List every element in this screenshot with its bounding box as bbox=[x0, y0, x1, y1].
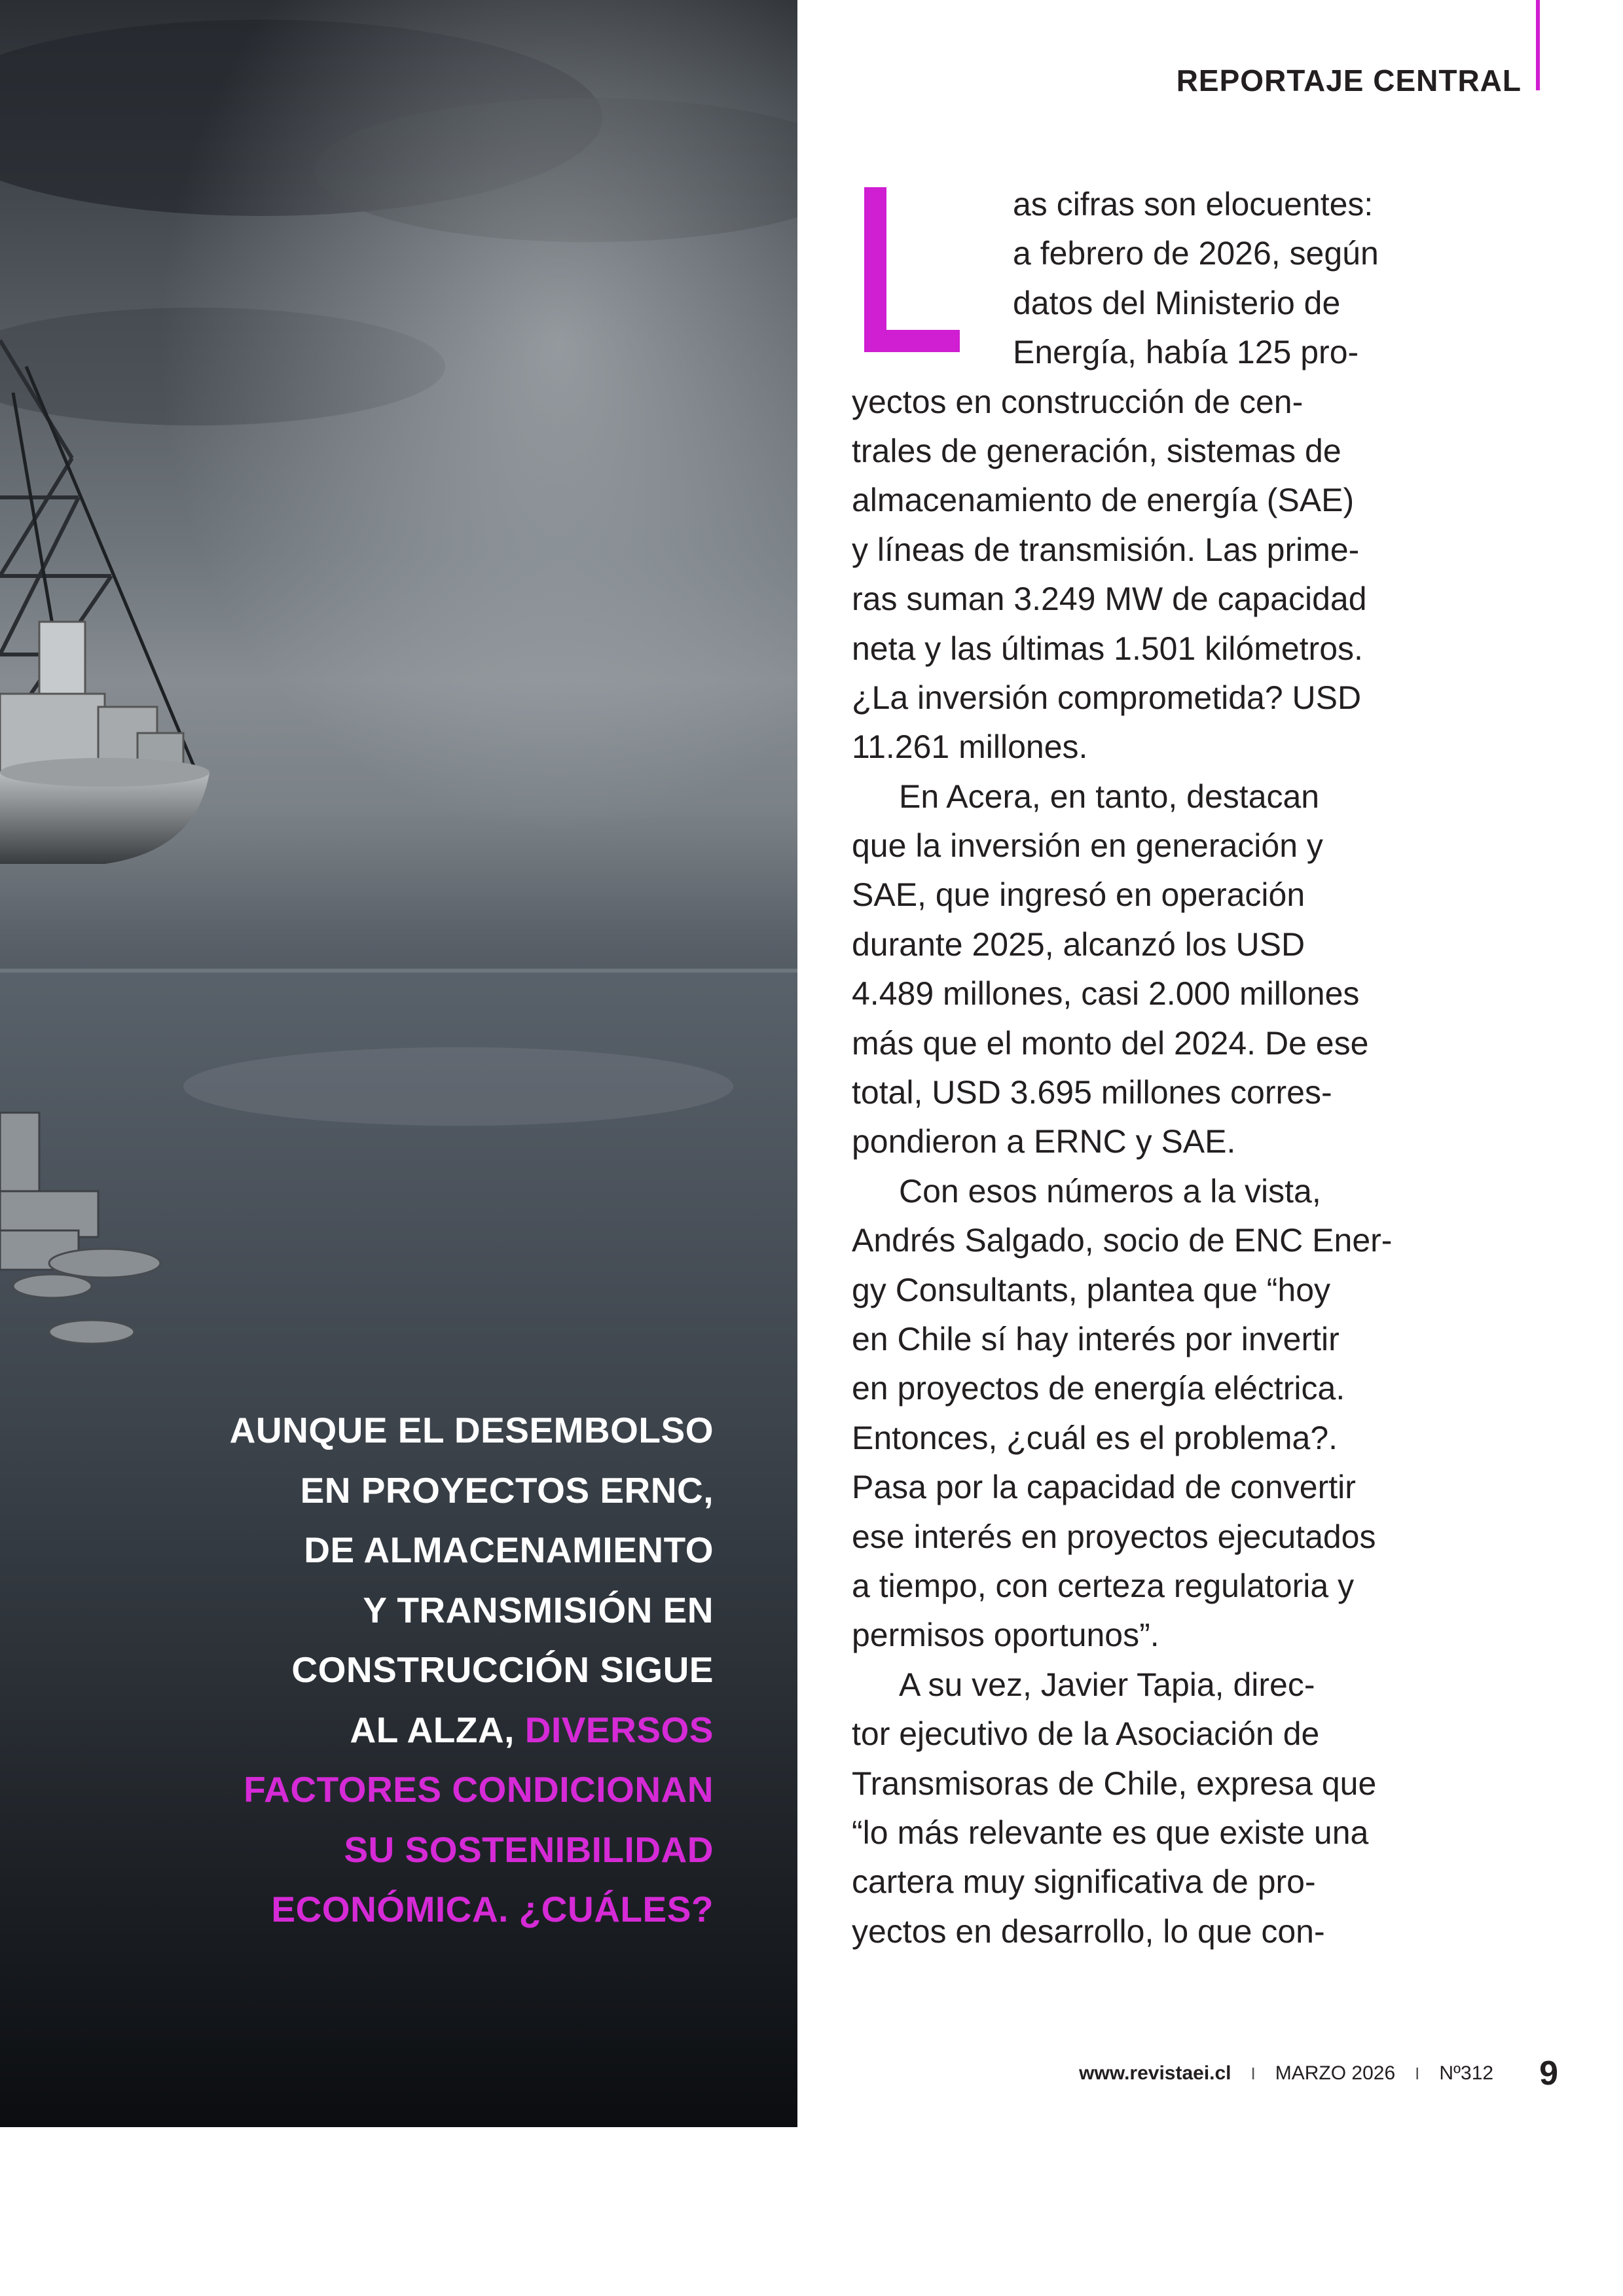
body-line: SAE, que ingresó en operación bbox=[852, 876, 1305, 914]
body-line: datos del Ministerio de bbox=[1013, 284, 1341, 321]
body-line: que la inversión en generación y bbox=[852, 827, 1323, 865]
article-body bbox=[852, 180, 1461, 1956]
body-line: yectos en construcción de cen- bbox=[852, 383, 1304, 420]
body-line: y líneas de transmisión. Las prime- bbox=[852, 531, 1360, 568]
footer-issue-date: MARZO 2026 bbox=[1275, 2062, 1396, 2084]
body-line: as cifras son elocuentes: bbox=[1013, 186, 1374, 223]
pull-quote-line bbox=[124, 1880, 714, 1940]
body-line: permisos oportunos”. bbox=[852, 1617, 1159, 1654]
page-footer bbox=[1034, 2054, 1558, 2093]
pull-quote-text: EN PROYECTOS ERNC, bbox=[300, 1469, 714, 1511]
pull-quote-line bbox=[124, 1700, 714, 1761]
body-line: En Acera, en tanto, destacan bbox=[899, 778, 1320, 815]
body-line: yectos en desarrollo, lo que con- bbox=[852, 1912, 1325, 1950]
pull-quote-line bbox=[124, 1581, 714, 1641]
body-line: almacenamiento de energía (SAE) bbox=[852, 482, 1355, 519]
body-line: a febrero de 2026, según bbox=[1013, 235, 1379, 272]
body-line: 4.489 millones, casi 2.000 millones bbox=[852, 975, 1360, 1013]
body-line: A su vez, Javier Tapia, direc- bbox=[899, 1666, 1315, 1703]
pull-quote-line bbox=[124, 1760, 714, 1820]
body-line: ese interés en proyectos ejecutados bbox=[852, 1518, 1376, 1555]
footer-issue-number: Nº312 bbox=[1439, 2062, 1494, 2084]
body-line: trales de generación, sistemas de bbox=[852, 432, 1341, 469]
pull-quote-highlight: DIVERSOS bbox=[524, 1709, 714, 1750]
body-line: pondieron a ERNC y SAE. bbox=[852, 1123, 1236, 1160]
body-line: neta y las últimas 1.501 kilómetros. bbox=[852, 630, 1363, 667]
body-line: Con esos números a la vista, bbox=[899, 1172, 1321, 1210]
pull-quote-text: AUNQUE EL DESEMBOLSO bbox=[229, 1410, 714, 1450]
body-line: en Chile sí hay interés por invertir bbox=[852, 1320, 1340, 1357]
body-line: cartera muy significativa de pro- bbox=[852, 1863, 1316, 1901]
body-line: total, USD 3.695 millones corres- bbox=[852, 1074, 1332, 1111]
pull-quote-text: DE ALMACENAMIENTO bbox=[304, 1530, 714, 1570]
body-line: en proyectos de energía eléctrica. bbox=[852, 1370, 1345, 1407]
body-line: gy Consultants, plantea que “hoy bbox=[852, 1271, 1331, 1308]
pull-quote-line bbox=[124, 1401, 714, 1461]
body-line: durante 2025, alcanzó los USD bbox=[852, 925, 1305, 963]
body-line: tor ejecutivo de la Asociación de bbox=[852, 1715, 1320, 1753]
body-line: Entonces, ¿cuál es el problema?. bbox=[852, 1419, 1338, 1456]
pull-quote-text: AL ALZA, bbox=[350, 1709, 525, 1750]
pull-quote bbox=[124, 1401, 714, 1940]
pull-quote-line bbox=[124, 1820, 714, 1880]
pull-quote-line bbox=[124, 1520, 714, 1581]
pull-quote-text: CONSTRUCCIÓN SIGUE bbox=[291, 1649, 714, 1690]
body-line: Andrés Salgado, socio de ENC Ener- bbox=[852, 1222, 1393, 1259]
pull-quote-line bbox=[124, 1461, 714, 1521]
body-line: ¿La inversión comprometida? USD bbox=[852, 679, 1362, 716]
body-line: Energía, había 125 pro- bbox=[1013, 334, 1359, 371]
body-line: Pasa por la capacidad de convertir bbox=[852, 1469, 1356, 1506]
accent-bar bbox=[1536, 0, 1540, 90]
body-line: Transmisoras de Chile, expresa que bbox=[852, 1765, 1377, 1802]
pull-quote-highlight: SU SOSTENIBILIDAD bbox=[344, 1829, 714, 1870]
footer-separator: I bbox=[1415, 2063, 1420, 2083]
body-line: “lo más relevante es que existe una bbox=[852, 1814, 1369, 1851]
pull-quote-highlight: ECONÓMICA. ¿CUÁLES? bbox=[271, 1889, 714, 1929]
pull-quote-text: Y TRANSMISIÓN EN bbox=[363, 1589, 714, 1630]
footer-separator: I bbox=[1250, 2063, 1256, 2083]
page-number: 9 bbox=[1539, 2054, 1558, 2092]
body-line: a tiempo, con certeza regulatoria y bbox=[852, 1567, 1355, 1604]
pull-quote-highlight: FACTORES CONDICIONAN bbox=[244, 1769, 714, 1810]
section-title: REPORTAJE CENTRAL bbox=[1176, 63, 1522, 98]
body-line: más que el monto del 2024. De ese bbox=[852, 1024, 1369, 1062]
pull-quote-line bbox=[124, 1640, 714, 1700]
footer-url[interactable]: www.revistaei.cl bbox=[1079, 2062, 1231, 2084]
body-line: ras suman 3.249 MW de capacidad bbox=[852, 581, 1367, 618]
body-line: 11.261 millones. bbox=[852, 728, 1088, 766]
